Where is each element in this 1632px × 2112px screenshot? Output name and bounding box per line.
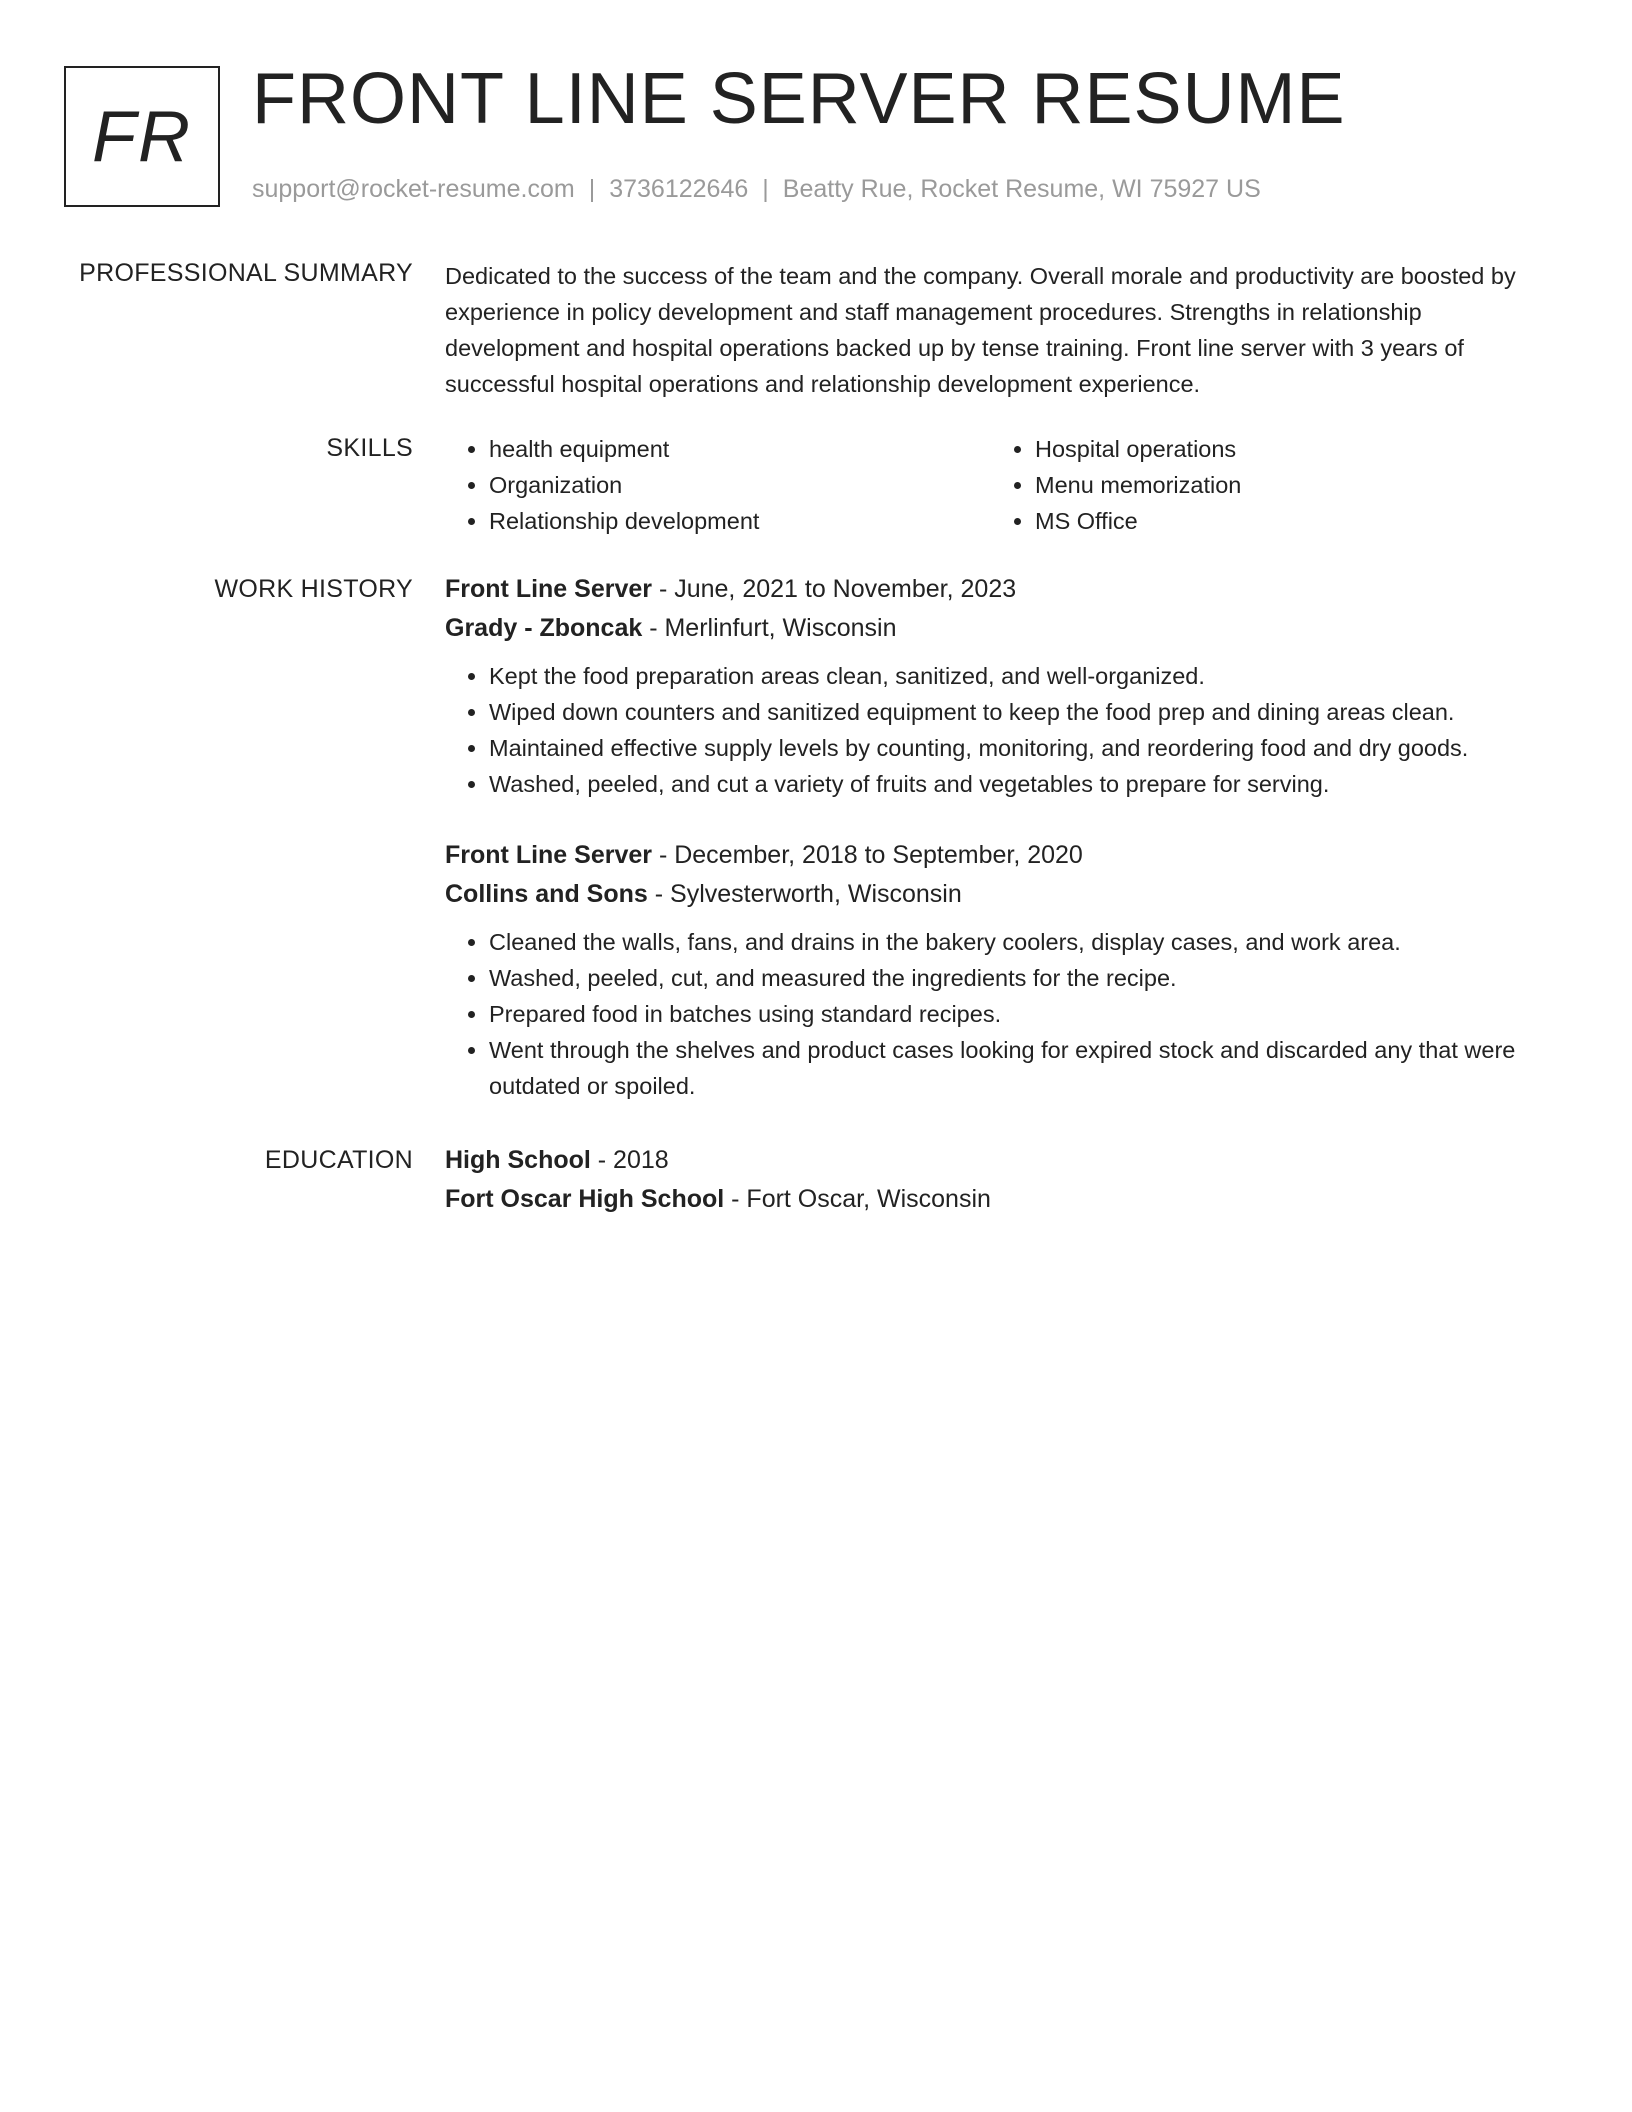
work-history-body: [445, 570, 1545, 1104]
education-body: [445, 1141, 1545, 1219]
education-degree: High School: [445, 1146, 591, 1174]
job-location: - Merlinfurt, Wisconsin: [642, 614, 897, 642]
page-title: FRONT LINE SERVER RESUME: [252, 59, 1346, 139]
job-duty: • Kept the food preparation areas clean, sanitized, and well-organized.: [489, 658, 1545, 694]
skills-heading: SKILLS: [326, 434, 413, 462]
education-degree-line: [445, 1141, 1545, 1180]
contact-address: Beatty Rue, Rocket Resume, WI 75927 US: [782, 175, 1261, 203]
skills-list-right: [991, 431, 1537, 539]
monogram-logo: FR: [64, 66, 220, 207]
job-location: - Sylvesterworth, Wisconsin: [647, 880, 962, 908]
skills-grid: [445, 431, 1545, 539]
job-title-line: [445, 570, 1545, 609]
summary-body: [445, 258, 1545, 402]
job-duty: • Washed, peeled, and cut a variety of fruits and vegetables to prepare for serving.: [489, 766, 1545, 802]
skill-item: • MS Office: [1035, 503, 1537, 539]
summary-heading: PROFESSIONAL SUMMARY: [79, 259, 413, 287]
job-entry: [445, 836, 1545, 1104]
job-dates: - June, 2021 to November, 2023: [652, 575, 1017, 603]
job-entry: [445, 570, 1545, 802]
job-duty: • Cleaned the walls, fans, and drains in the bakery coolers, display cases, and work area.: [489, 924, 1545, 960]
job-company-line: [445, 875, 1545, 914]
contact-separator: |: [762, 175, 769, 203]
contact-separator: |: [588, 175, 596, 203]
job-duty: • Prepared food in batches using standard recipes.: [489, 996, 1545, 1032]
skills-body: [445, 431, 1545, 539]
education-location: - Fort Oscar, Wisconsin: [724, 1185, 991, 1213]
job-duties-list: [445, 658, 1545, 802]
job-duty: • Went through the shelves and product cases looking for expired stock and discarded any that were outdated or spoiled.: [489, 1032, 1545, 1104]
skill-item: • Relationship development: [489, 503, 991, 539]
skill-item: • Organization: [489, 467, 991, 503]
education-heading: EDUCATION: [264, 1146, 413, 1174]
job-dates: - December, 2018 to September, 2020: [652, 841, 1083, 869]
contact-line: [252, 172, 1261, 207]
contact-email[interactable]: support@rocket-resume.com: [252, 175, 575, 203]
skill-item: • health equipment: [489, 431, 991, 467]
job-company: Collins and Sons: [445, 880, 648, 908]
job-duties-list: [445, 924, 1545, 1104]
job-duty: • Wiped down counters and sanitized equipment to keep the food prep and dining areas clean.: [489, 694, 1545, 730]
skill-item: • Hospital operations: [1035, 431, 1537, 467]
job-title: Front Line Server: [445, 841, 652, 869]
skills-list-left: [445, 431, 991, 539]
job-duty: • Maintained effective supply levels by counting, monitoring, and reordering food and dry goods.: [489, 730, 1545, 766]
job-title: Front Line Server: [445, 575, 652, 603]
education-school-line: [445, 1180, 1545, 1219]
job-title-line: [445, 836, 1545, 875]
education-school: Fort Oscar High School: [445, 1185, 725, 1213]
education-year: - 2018: [590, 1146, 669, 1174]
job-company: Grady - Zboncak: [445, 614, 643, 642]
skill-item: • Menu memorization: [1035, 467, 1537, 503]
job-duty: • Washed, peeled, cut, and measured the ingredients for the recipe.: [489, 960, 1545, 996]
contact-phone[interactable]: 3736122646: [609, 175, 749, 203]
work-history-heading: WORK HISTORY: [214, 575, 413, 603]
summary-text: Dedicated to the success of the team and the company. Overall morale and productivity are boosted by experience in policy development and staff management procedures. Strengths in relationship development and hospital operations backed up by tense training. Front line server with 3 years of successful hospital operations and relationship development experience.: [445, 263, 1516, 397]
job-company-line: [445, 609, 1545, 648]
